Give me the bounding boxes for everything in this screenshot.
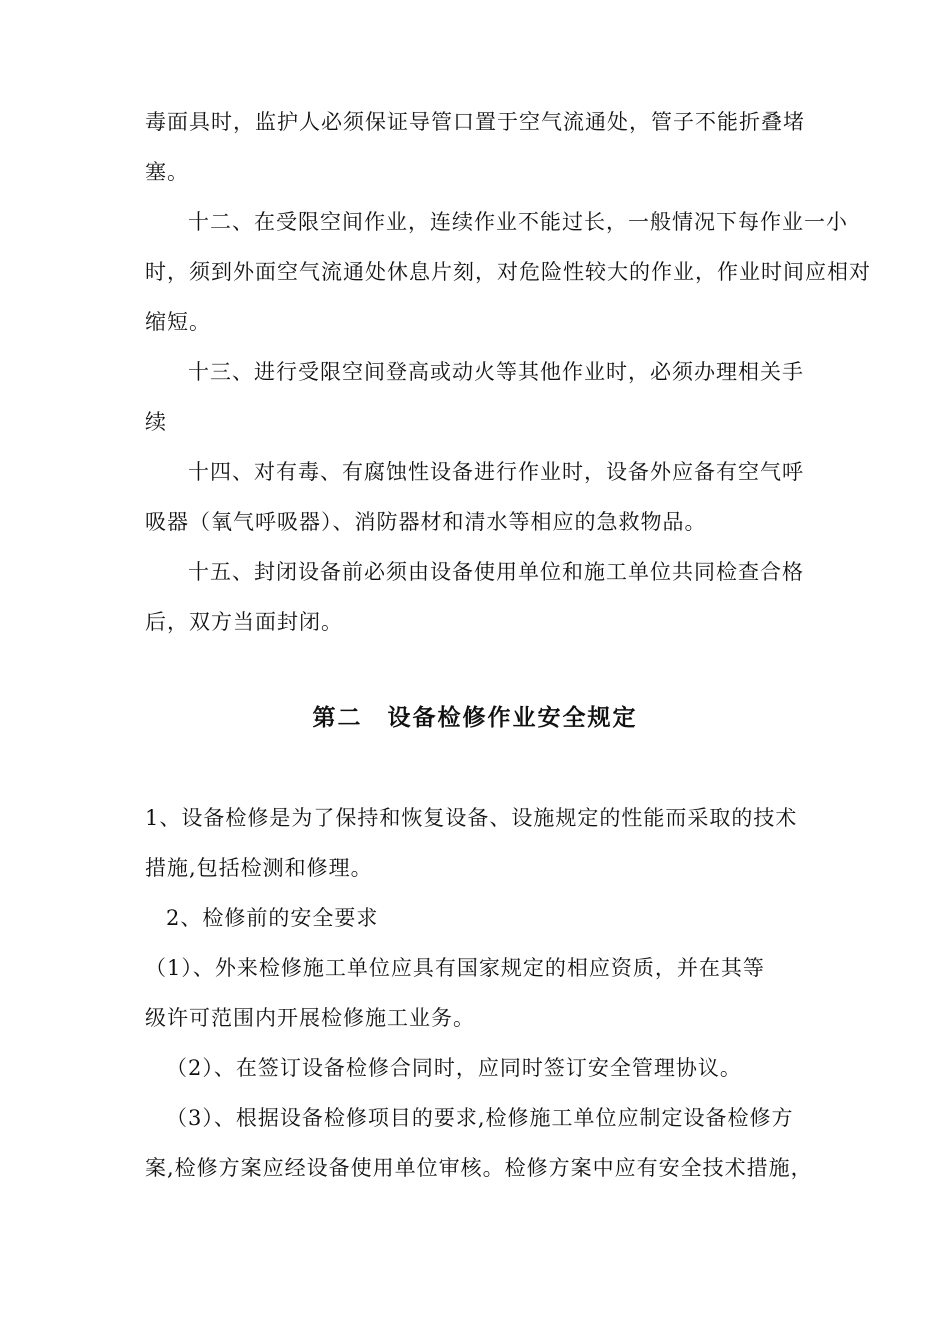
paragraph-line: 吸器（氧气呼吸器）、消防器材和清水等相应的急救物品。: [145, 510, 707, 534]
paragraph-line: 十三、进行受限空间登高或动火等其他作业时，必须办理相关手: [188, 360, 804, 384]
paragraph-line: 2、检修前的安全要求: [166, 906, 379, 930]
paragraph-line: 十二、在受限空间作业，连续作业不能过长，一般情况下每作业一小: [188, 210, 848, 234]
paragraph-line: 十五、封闭设备前必须由设备使用单位和施工单位共同检查合格: [188, 560, 804, 584]
paragraph-line: 后，双方当面封闭。: [145, 610, 343, 634]
paragraph-line: 案,检修方案应经设备使用单位审核。检修方案中应有安全技术措施，: [145, 1156, 813, 1180]
paragraph-line: 级许可范围内开展检修施工业务。: [145, 1006, 475, 1030]
section-heading: 第二 设备检修作业安全规定: [312, 705, 638, 731]
paragraph-line: 时，须到外面空气流通处休息片刻，对危险性较大的作业，作业时间应相对: [145, 260, 871, 284]
paragraph-line: 措施,包括检测和修理。: [145, 856, 373, 880]
paragraph-line: 1、设备检修是为了保持和恢复设备、设施规定的性能而采取的技术: [145, 806, 798, 830]
paragraph-line: （2）、在签订设备检修合同时，应同时签订安全管理协议。: [166, 1056, 742, 1080]
paragraph-line: （1）、外来检修施工单位应具有国家规定的相应资质，并在其等: [145, 956, 765, 980]
paragraph-line: 十四、对有毒、有腐蚀性设备进行作业时，设备外应备有空气呼: [188, 460, 804, 484]
paragraph-line: （3）、根据设备检修项目的要求,检修施工单位应制定设备检修方: [166, 1106, 794, 1130]
paragraph-line: 缩短。: [145, 310, 211, 334]
paragraph-line: 塞。: [145, 160, 189, 184]
paragraph-line: 毒面具时，监护人必须保证导管口置于空气流通处，管子不能折叠堵: [145, 110, 805, 134]
paragraph-line: 续: [145, 410, 167, 434]
